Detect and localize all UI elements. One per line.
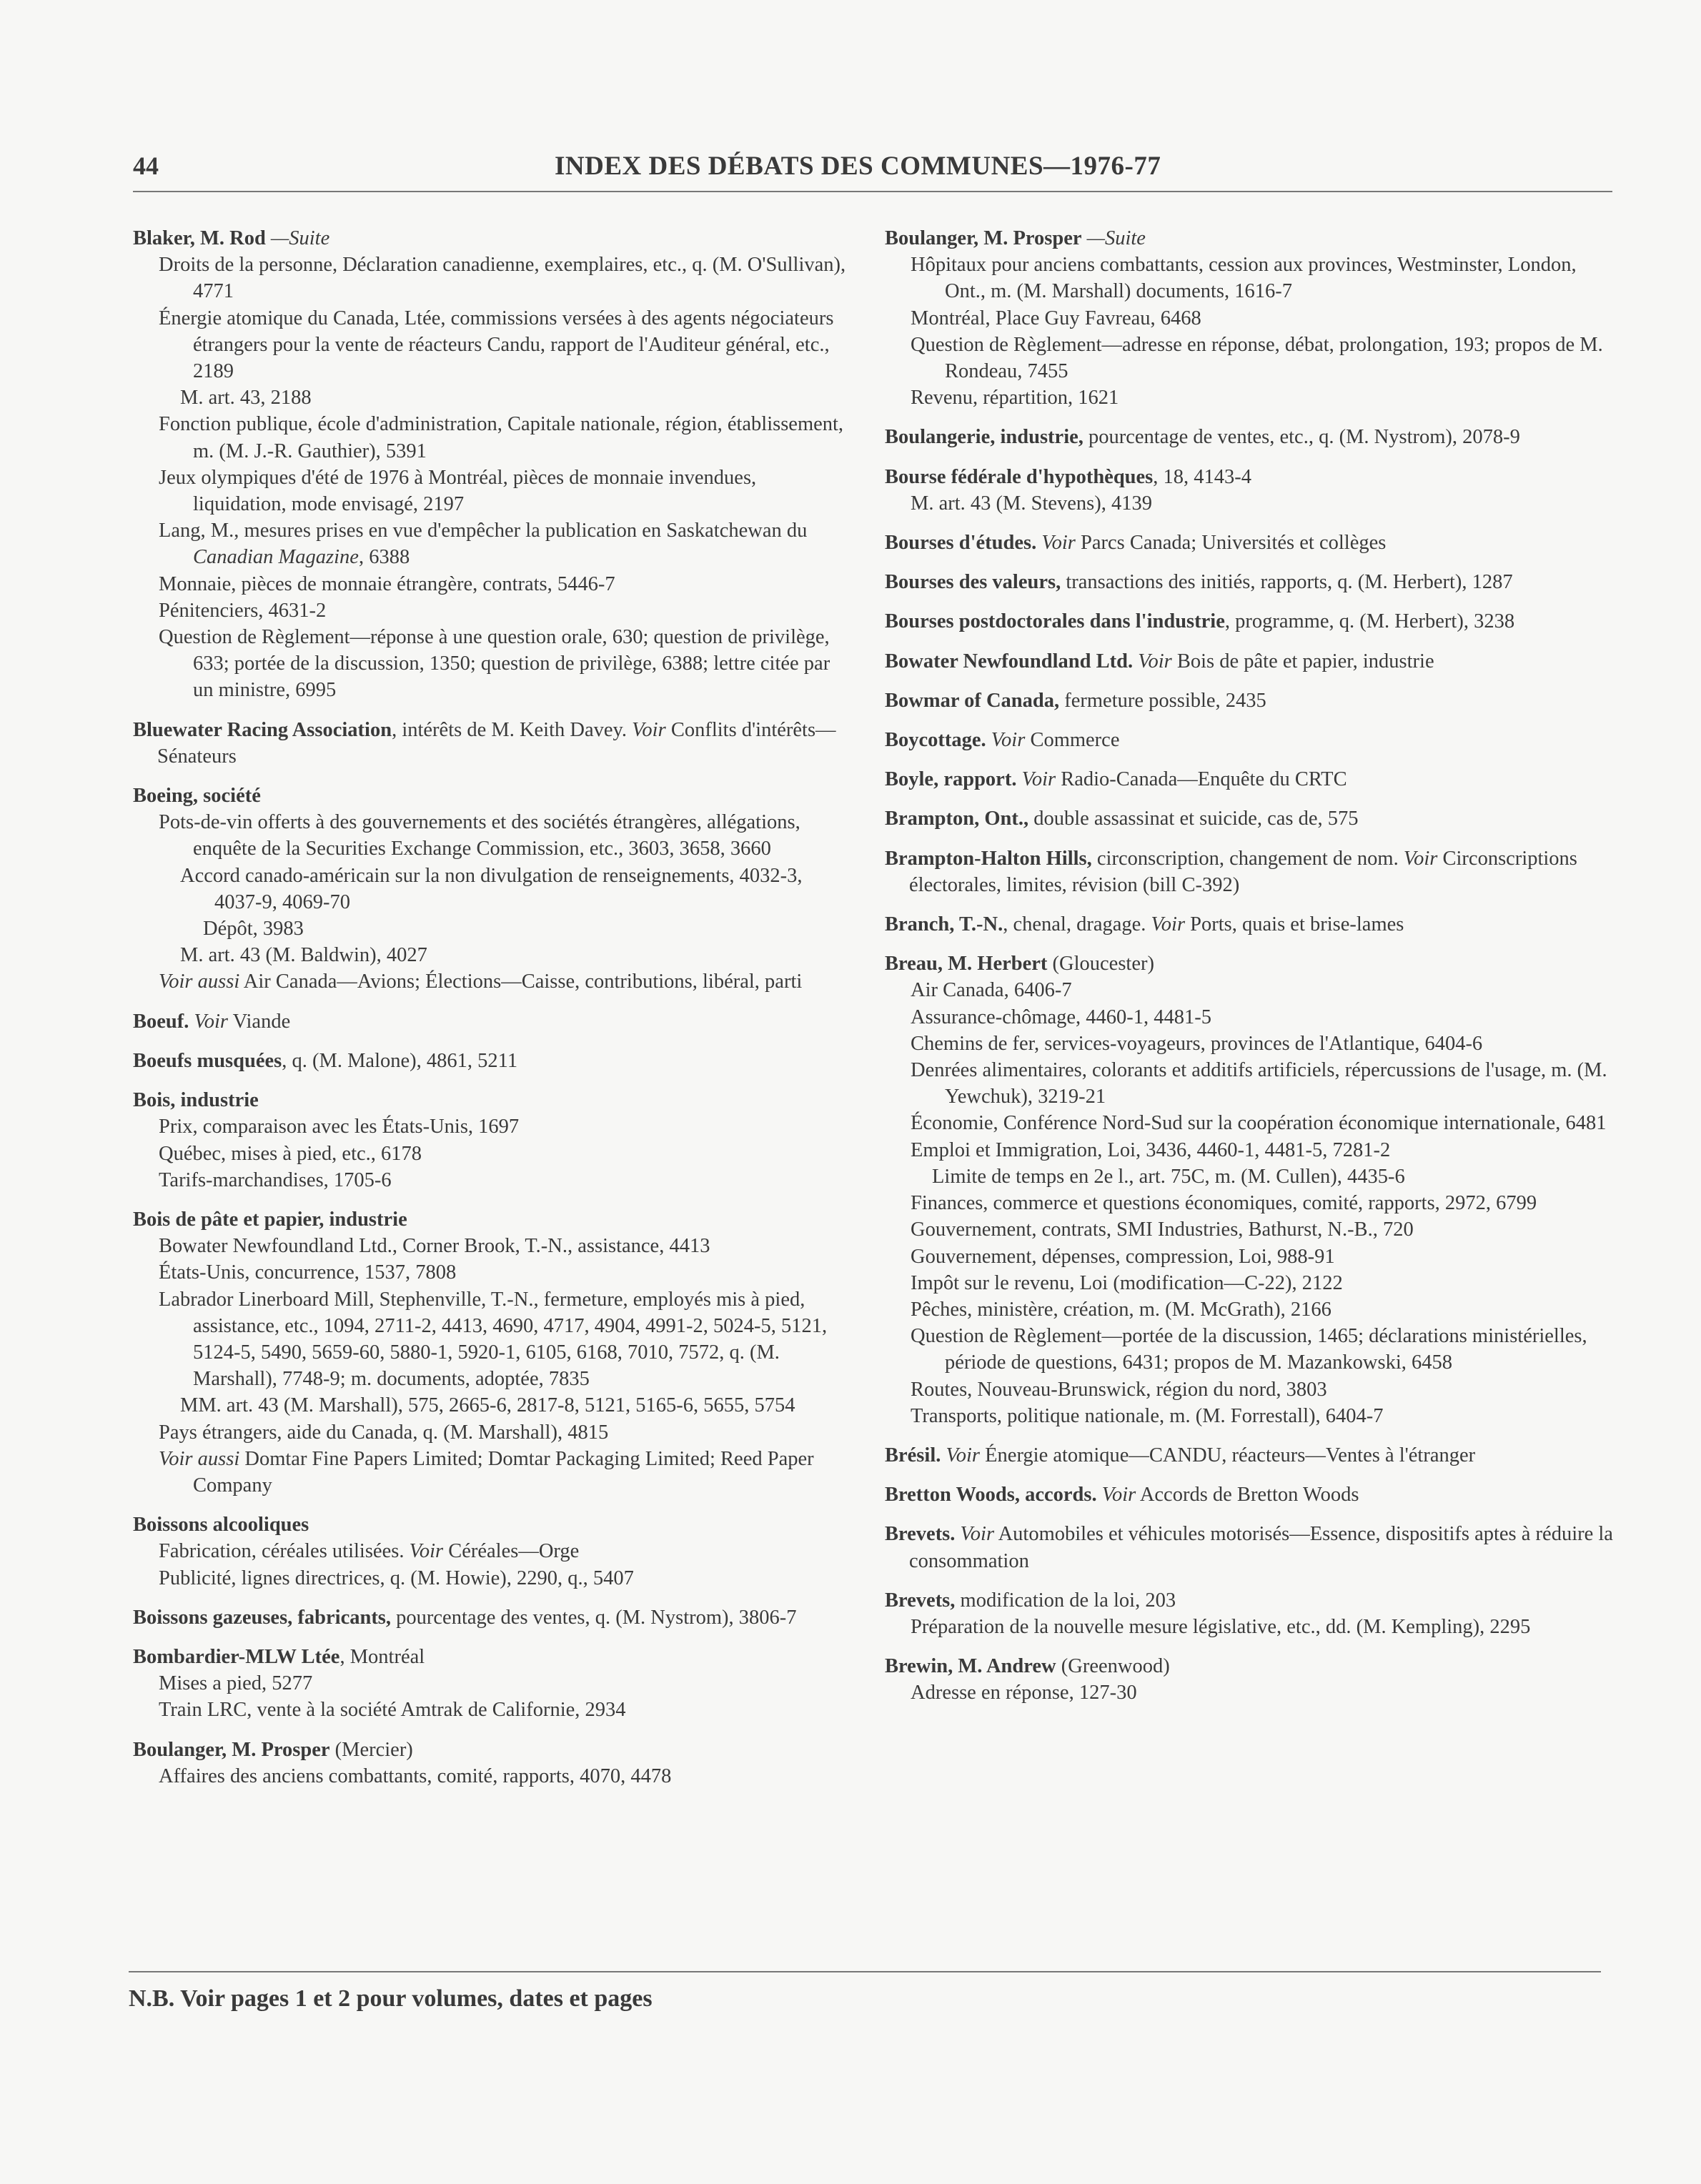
subentry-text: Fonction publique, école d'administration, Capitale nationale, région, établissement, m. (M. J.-R. Gauthier), 5391	[159, 413, 844, 462]
subentry	[885, 1403, 1614, 1429]
index-entry	[133, 783, 848, 996]
subentry-text: Impôt sur le revenu, Loi (modification—C-22), 2122	[911, 1271, 1343, 1294]
entry-heading	[133, 225, 848, 252]
see-reference-target: Radio-Canada—Enquête du CRTC	[1056, 768, 1347, 791]
see-reference-target: Viande	[228, 1010, 291, 1033]
subentry-text: Pays étrangers, aide du Canada, q. (M. Marshall), 4815	[159, 1421, 609, 1444]
index-entry	[885, 530, 1614, 556]
subentry	[133, 1419, 848, 1446]
headword: Boulangerie, industrie,	[885, 426, 1083, 449]
subentry-text: Mises a pied, 5277	[159, 1672, 313, 1695]
subentry	[885, 1137, 1614, 1163]
index-entry	[133, 1604, 848, 1631]
entry-heading	[885, 1521, 1614, 1574]
heading-text: (Mercier)	[329, 1738, 413, 1761]
subentry-text: Jeux olympiques d'été de 1976 à Montréal, pièces de monnaie invendues, liquidation, mode envisagé, 2197	[159, 466, 757, 516]
entry-heading	[133, 717, 848, 770]
headword: Boeing, société	[133, 785, 261, 808]
subentry	[133, 411, 848, 464]
index-entry	[133, 1644, 848, 1724]
subentry-text: Chemins de fer, services-voyageurs, provinces de l'Atlantique, 6404-6	[911, 1032, 1483, 1055]
subentry	[885, 977, 1614, 1003]
heading-text: double assassinat et suicide, cas de, 575	[1028, 808, 1359, 830]
headword: Boulanger, M. Prosper	[885, 227, 1082, 249]
heading-text: , programme, q. (M. Herbert), 3238	[1224, 610, 1515, 633]
subentry	[133, 1392, 848, 1419]
subentry-text: Revenu, répartition, 1621	[911, 387, 1119, 409]
subentry-text: Adresse en réponse, 127-30	[911, 1682, 1137, 1704]
see-reference-label: Voir	[1403, 847, 1438, 870]
subentry	[885, 490, 1614, 517]
right-column	[885, 225, 1614, 1719]
index-entry	[885, 766, 1614, 793]
index-entry	[885, 648, 1614, 675]
index-entry	[885, 1587, 1614, 1640]
see-reference-label: Voir	[1101, 1484, 1136, 1507]
headword: Bourses d'études.	[885, 532, 1037, 555]
heading-text: —Suite	[265, 227, 330, 249]
subentry	[133, 1697, 848, 1723]
subentry-text: Pêches, ministère, création, m. (M. McGrath), 2166	[911, 1298, 1331, 1321]
entry-heading	[885, 805, 1614, 832]
subentry-text: Dépôt, 3983	[203, 918, 304, 940]
index-entry	[133, 1206, 848, 1499]
subentry	[133, 252, 848, 304]
heading-text: , chenal, dragage.	[1003, 913, 1151, 936]
footnote: N.B. Voir pages 1 et 2 pour volumes, dates et pages	[129, 1985, 653, 2012]
see-reference-target: Ports, quais et brise-lames	[1185, 913, 1404, 936]
subentry	[133, 465, 848, 517]
running-head: INDEX DES DÉBATS DES COMMUNES—1976-77	[555, 152, 1161, 181]
index-entry	[133, 1087, 848, 1193]
heading-text: —Suite	[1081, 227, 1146, 249]
heading-text	[941, 1444, 946, 1466]
entry-heading	[885, 845, 1614, 898]
entry-heading	[885, 1442, 1614, 1469]
subentry-text: États-Unis, concurrence, 1537, 7808	[159, 1261, 457, 1284]
subentry-text: Montréal, Place Guy Favreau, 6468	[911, 307, 1201, 329]
entry-heading	[885, 464, 1614, 490]
entry-heading	[133, 1206, 848, 1233]
index-entry	[885, 225, 1614, 411]
index-entry	[885, 950, 1614, 1429]
subentry	[133, 863, 848, 915]
subentry-italic: Canadian Magazine	[193, 546, 359, 569]
headword: Boissons alcooliques	[133, 1514, 309, 1537]
entry-heading	[133, 1644, 848, 1670]
index-entry	[885, 688, 1614, 714]
subentry-text: M. art. 43 (M. Baldwin), 4027	[180, 944, 427, 967]
index-entry	[885, 569, 1614, 595]
headword: Brésil.	[885, 1444, 941, 1466]
footer-rule	[129, 1971, 1601, 1972]
headword: Branch, T.-N.	[885, 913, 1003, 936]
see-reference-label: Voir	[1151, 913, 1186, 936]
see-reference-label: Voir	[632, 718, 666, 741]
see-reference-target: Parcs Canada; Universités et collèges	[1075, 532, 1387, 555]
subentry	[885, 1057, 1614, 1110]
subentry	[885, 1679, 1614, 1706]
subentry	[133, 968, 848, 995]
subentry	[133, 1259, 848, 1286]
headword: Boulanger, M. Prosper	[133, 1738, 330, 1761]
subentry-text: Denrées alimentaires, colorants et additifs artificiels, répercussions de l'usage, m. (M. Yewchuk), 3219-21	[911, 1059, 1607, 1108]
subentry	[885, 1614, 1614, 1640]
subentry-text: Assurance-chômage, 4460-1, 4481-5	[911, 1006, 1212, 1028]
heading-text: pourcentage de ventes, etc., q. (M. Nystrom), 2078-9	[1083, 426, 1520, 449]
entry-heading	[885, 766, 1614, 793]
index-entry	[885, 727, 1614, 753]
headword: Bretton Woods, accords.	[885, 1484, 1097, 1507]
see-reference-target: Énergie atomique—CANDU, réacteurs—Ventes à l'étranger	[980, 1444, 1476, 1466]
see-also-label: Voir aussi	[159, 1447, 240, 1470]
heading-text	[986, 729, 991, 751]
subentry	[885, 1110, 1614, 1136]
heading-text: , Montréal	[339, 1645, 425, 1668]
see-reference-target: Commerce	[1025, 729, 1120, 752]
heading-text	[189, 1011, 194, 1033]
entry-heading	[133, 1008, 848, 1035]
subentry-text: Question de Règlement—portée de la discussion, 1465; déclarations ministérielles, période de questions, 6431; propos de M. Mazankowski, 6458	[911, 1325, 1587, 1374]
subentry-text: Bowater Newfoundland Ltd., Corner Brook, T.-N., assistance, 4413	[159, 1235, 710, 1258]
headword: Boeufs musquées	[133, 1049, 282, 1072]
headword: Boissons gazeuses, fabricants,	[133, 1606, 392, 1629]
subentry	[133, 809, 848, 862]
heading-text	[1016, 768, 1021, 790]
see-reference-target: Automobiles et véhicules motorisés—Essence, dispositifs aptes à réduire la consommation	[909, 1523, 1613, 1572]
index-entry	[885, 608, 1614, 635]
headword: Blaker, M. Rod	[133, 227, 266, 249]
subentry	[133, 624, 848, 704]
subentry	[133, 597, 848, 624]
entry-heading	[885, 648, 1614, 675]
entry-heading	[133, 1604, 848, 1631]
see-reference-label: Voir	[1041, 532, 1076, 555]
entry-heading	[885, 424, 1614, 450]
index-entry	[133, 1048, 848, 1074]
subentry	[885, 1216, 1614, 1243]
see-reference-label: Voir	[1021, 768, 1056, 791]
subentry	[133, 1565, 848, 1592]
subentry-text: M. art. 43, 2188	[180, 387, 312, 409]
subentry	[885, 1031, 1614, 1057]
entry-heading	[885, 1653, 1614, 1679]
entry-heading	[133, 1737, 848, 1763]
subentry-text: Québec, mises à pied, etc., 6178	[159, 1142, 422, 1165]
subentry-text: Transports, politique nationale, m. (M. Forrestall), 6404-7	[911, 1404, 1384, 1427]
headword: Bois, industrie	[133, 1089, 259, 1112]
subentry-text: Emploi et Immigration, Loi, 3436, 4460-1, 4481-5, 7281-2	[911, 1138, 1391, 1161]
subentry-text: Gouvernement, dépenses, compression, Loi, 988-91	[911, 1245, 1335, 1268]
index-entry	[133, 1512, 848, 1592]
subentry	[133, 571, 848, 597]
subentry	[133, 1763, 848, 1790]
subentry	[885, 1244, 1614, 1270]
heading-text: , q. (M. Malone), 4861, 5211	[282, 1049, 518, 1072]
headword: Bombardier-MLW Ltée	[133, 1645, 340, 1668]
index-entry	[133, 717, 848, 770]
heading-text: transactions des initiés, rapports, q. (M. Herbert), 1287	[1061, 571, 1513, 594]
subentry	[885, 1004, 1614, 1031]
headword: Brampton-Halton Hills,	[885, 847, 1092, 870]
entry-heading	[133, 783, 848, 809]
subentry-text: M. art. 43 (M. Stevens), 4139	[911, 492, 1153, 515]
entry-heading	[885, 911, 1614, 938]
index-entry	[885, 1653, 1614, 1706]
entry-heading	[885, 1481, 1614, 1508]
subentry-text: Pénitenciers, 4631-2	[159, 599, 327, 622]
headword: Bourses postdoctorales dans l'industrie	[885, 610, 1225, 633]
page-number: 44	[133, 152, 159, 180]
subentry-text: Prix, comparaison avec les États-Unis, 1697	[159, 1116, 520, 1138]
see-reference-label: Voir	[946, 1444, 981, 1466]
subentry-text: Hôpitaux pour anciens combattants, cession aux provinces, Westminster, London, Ont., m. (M. Marshall) documents, 1616-7	[911, 254, 1577, 303]
subentry-text: Train LRC, vente à la société Amtrak de Californie, 2934	[159, 1699, 626, 1722]
see-reference-target: Circonscriptions électorales, limites, révision (bill C-392)	[909, 847, 1577, 896]
headword: Brampton, Ont.,	[885, 808, 1029, 830]
subentry	[885, 1323, 1614, 1376]
subentry-text: Préparation de la nouvelle mesure législative, etc., dd. (M. Kempling), 2295	[911, 1615, 1531, 1638]
subentry-text: Air Canada, 6406-7	[911, 979, 1072, 1002]
subentry-text: Lang, M., mesures prises en vue d'empêcher la publication en Saskatchewan du	[159, 520, 808, 542]
subentry	[133, 1167, 848, 1193]
subentry-text: Labrador Linerboard Mill, Stephenville, T.-N., fermeture, employés mis à pied, assistance, etc., 1094, 2711-2, 4413, 4690, 4717, 4904, 4991-2, 5024-5, 5121, 5124-5, 5490, 5659-60, 5880-1, 5920-1, 6105, 6168, 7010, 7572, q. (M. Marshall), 7748-9; m. documents, adoptée, 7835	[159, 1288, 828, 1391]
see-also-label: Voir aussi	[159, 971, 240, 993]
heading-text	[1097, 1484, 1102, 1506]
subentry-text: Routes, Nouveau-Brunswick, région du nord, 3803	[911, 1378, 1327, 1401]
subentry	[133, 517, 848, 570]
entry-heading	[133, 1048, 848, 1074]
headword: Brevets,	[885, 1589, 956, 1612]
heading-text: pourcentage des ventes, q. (M. Nystrom), 3806-7	[391, 1606, 797, 1629]
heading-text: (Gloucester)	[1047, 953, 1154, 976]
see-reference-target: Bois de pâte et papier, industrie	[1171, 650, 1434, 672]
headword: Boyle, rapport.	[885, 768, 1017, 791]
subentry-text: Énergie atomique du Canada, Ltée, commissions versées à des agents négociateurs étrangers pour la vente de réacteurs Candu, rapport de l'Auditeur général, etc., 2189	[159, 307, 834, 383]
page-header	[133, 147, 1612, 192]
index-entry	[885, 1442, 1614, 1469]
heading-text: (Greenwood)	[1056, 1655, 1170, 1678]
subentry	[133, 1141, 848, 1167]
headword: Breau, M. Herbert	[885, 953, 1048, 976]
subentry	[133, 1670, 848, 1697]
subentry-text: Pots-de-vin offerts à des gouvernements et des sociétés étrangères, allégations, enquête de la Securities Exchange Commission, etc., 3603, 3658, 3660	[159, 811, 800, 860]
headword: Bourses des valeurs,	[885, 571, 1061, 594]
headword: Bowater Newfoundland Ltd.	[885, 650, 1134, 672]
entry-heading	[885, 727, 1614, 753]
entry-heading	[885, 608, 1614, 635]
see-reference-label: Voir	[194, 1010, 229, 1033]
headword: Boeuf.	[133, 1010, 189, 1033]
subentry	[133, 942, 848, 968]
see-reference-target: Accords de Bretton Woods	[1136, 1484, 1359, 1507]
subentry	[885, 384, 1614, 411]
index-entry	[885, 1521, 1614, 1574]
entry-heading	[885, 1587, 1614, 1614]
subentry	[885, 252, 1614, 304]
subentry-text: Accord canado-américain sur la non divulgation de renseignements, 4032-3, 4037-9, 4069-70	[180, 864, 803, 913]
see-reference-label: Voir	[991, 729, 1026, 752]
index-entry	[885, 845, 1614, 898]
index-entry	[133, 1008, 848, 1035]
headword: Bowmar of Canada,	[885, 689, 1060, 712]
subentry-text: Fabrication, céréales utilisées.	[159, 1540, 410, 1563]
subentry-text: Finances, commerce et questions économiques, comité, rapports, 2972, 6799	[911, 1192, 1537, 1215]
heading-text: , 18, 4143-4	[1153, 465, 1252, 488]
subentry-text: MM. art. 43 (M. Marshall), 575, 2665-6, 2817-8, 5121, 5165-6, 5655, 5754	[180, 1394, 795, 1417]
heading-text: circonscription, changement de nom.	[1091, 847, 1404, 870]
subentry	[133, 384, 848, 411]
headword: Bluewater Racing Association	[133, 718, 392, 741]
subentry	[133, 1446, 848, 1499]
subentry-text: Droits de la personne, Déclaration canadienne, exemplaires, etc., q. (M. O'Sullivan), 4771	[159, 254, 846, 303]
subentry-text: Gouvernement, contrats, SMI Industries, Bathurst, N.-B., 720	[911, 1218, 1414, 1241]
index-entry	[885, 911, 1614, 938]
subentry	[133, 305, 848, 385]
subentry	[885, 1270, 1614, 1296]
subentry-text: Air Canada—Avions; Élections—Caisse, contributions, libéral, parti	[239, 971, 803, 993]
subentry-italic: Voir	[409, 1540, 444, 1563]
subentry-text: Publicité, lignes directrices, q. (M. Howie), 2290, q., 5407	[159, 1567, 634, 1589]
subentry	[885, 1190, 1614, 1216]
index-entry	[885, 805, 1614, 832]
subentry-text: Question de Règlement—adresse en réponse, débat, prolongation, 193; propos de M. Rondeau, 7455	[911, 333, 1603, 383]
heading-text: , intérêts de M. Keith Davey.	[392, 718, 633, 741]
subentry-text: Économie, Conférence Nord-Sud sur la coopération économique internationale, 6481	[911, 1112, 1607, 1135]
index-entry	[133, 1737, 848, 1790]
subentry	[885, 1163, 1614, 1190]
left-column	[133, 225, 848, 1802]
see-reference-target: Conflits d'intérêts—Sénateurs	[157, 718, 836, 768]
index-entry	[885, 424, 1614, 450]
index-entry	[133, 225, 848, 704]
entry-heading	[133, 1087, 848, 1113]
headword: Boycottage.	[885, 729, 986, 752]
subentry-text: Céréales—Orge	[443, 1540, 580, 1563]
headword: Brewin, M. Andrew	[885, 1655, 1056, 1678]
subentry-text: Tarifs-marchandises, 1705-6	[159, 1168, 392, 1191]
entry-heading	[885, 688, 1614, 714]
subentry	[133, 915, 848, 942]
headword: Brevets.	[885, 1523, 956, 1546]
subentry-text: Domtar Fine Papers Limited; Domtar Packaging Limited; Reed Paper Company	[193, 1447, 814, 1496]
heading-text: fermeture possible, 2435	[1059, 689, 1266, 712]
subentry-text: Monnaie, pièces de monnaie étrangère, contrats, 5446-7	[159, 572, 615, 595]
subentry-text: Limite de temps en 2e l., art. 75C, m. (M. Cullen), 4435-6	[932, 1165, 1405, 1188]
subentry-text: , 6388	[358, 546, 410, 569]
entry-heading	[885, 530, 1614, 556]
subentry	[133, 1286, 848, 1393]
subentry	[885, 1296, 1614, 1323]
see-reference-label: Voir	[960, 1523, 995, 1546]
entry-heading	[885, 950, 1614, 977]
subentry	[133, 1233, 848, 1259]
subentry	[885, 305, 1614, 332]
subentry-text: Question de Règlement—réponse à une question orale, 630; question de privilège, 633; portée de la discussion, 1350; question de privilège, 6388; lettre citée par un ministre, 6995	[159, 626, 830, 702]
see-reference-label: Voir	[1138, 650, 1172, 672]
entry-heading	[885, 225, 1614, 252]
heading-text	[955, 1523, 960, 1545]
subentry	[133, 1113, 848, 1140]
headword: Bois de pâte et papier, industrie	[133, 1208, 407, 1231]
entry-heading	[133, 1512, 848, 1538]
subentry	[885, 332, 1614, 384]
subentry-text: Affaires des anciens combattants, comité, rapports, 4070, 4478	[159, 1764, 672, 1787]
index-entry	[885, 1481, 1614, 1508]
subentry	[133, 1538, 848, 1564]
heading-text: modification de la loi, 203	[955, 1589, 1176, 1612]
entry-heading	[885, 569, 1614, 595]
headword: Bourse fédérale d'hypothèques	[885, 465, 1154, 488]
index-entry	[885, 464, 1614, 517]
subentry	[885, 1376, 1614, 1403]
